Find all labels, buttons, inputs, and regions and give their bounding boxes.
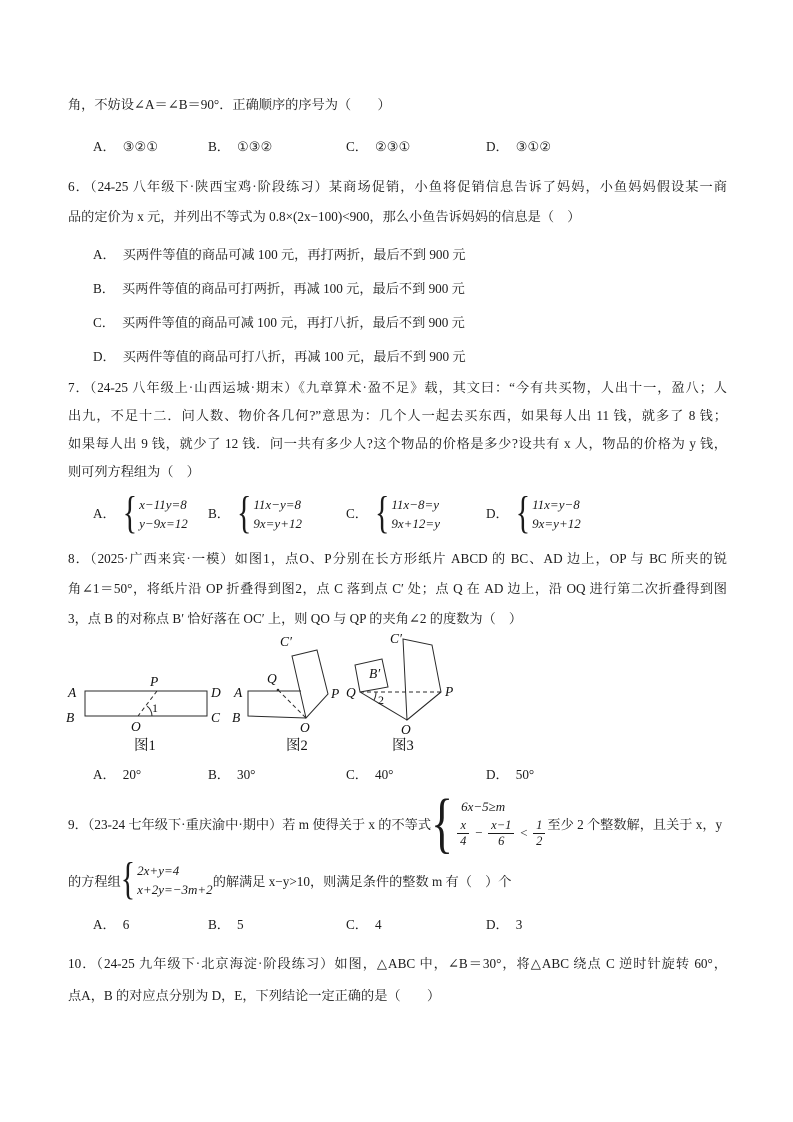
label-angle-2: 2	[378, 693, 384, 707]
option-c: C． 40°	[346, 767, 394, 782]
equation-system-b: { 11x−y=8 9x=y+12	[236, 488, 302, 538]
folded-flap	[292, 650, 328, 718]
question-9-line-2	[68, 856, 727, 904]
label-d: D	[211, 685, 221, 700]
paper-outline	[248, 691, 306, 718]
question-8-options-row	[68, 760, 727, 790]
question-9-line-1	[68, 785, 727, 860]
figure-2	[232, 634, 339, 754]
question-10-line-1: 10．（24-25 九年级下·北京海淀·阶段练习）如图，△ABC 中，∠B＝30°，将△ABC 绕点 C 逆时针旋转 60°，	[68, 956, 727, 971]
less-than-sign: <	[519, 825, 529, 840]
equation-system-c: { 11x−8=y 9x+12=y	[374, 488, 440, 538]
option-b: B． 30°	[208, 767, 256, 782]
question-7-line-4: 则可列方程组为（ ）	[68, 464, 200, 479]
question-6-stem	[68, 172, 727, 232]
option-d: D． { 11x=y−8 9x=y+12	[486, 488, 581, 538]
figure-1-caption: 图1	[134, 738, 156, 754]
label-c: C	[211, 710, 221, 725]
question-8-line-2: 角∠1＝50°，将纸片沿 OP 折叠得到图2，点 C 落到点 C′ 处；点 Q 在 AD 边上，沿 OQ 进行第二次折叠得到图	[68, 581, 727, 596]
brace-glyph: {	[122, 488, 138, 538]
option-b: B． ①③②	[208, 139, 273, 154]
label-p: P	[331, 686, 340, 701]
option-a: A． 买两件等值的商品可减 100 元，再打两折，最后不到 900 元	[93, 247, 466, 262]
option-d: D． 50°	[486, 767, 535, 782]
label-o: O	[131, 719, 141, 734]
question-8-stem	[68, 544, 727, 634]
question-7-options-row	[68, 488, 727, 540]
label-p: P	[150, 674, 159, 689]
label-c-prime: C′	[390, 631, 402, 646]
label-o: O	[300, 720, 310, 735]
minus-sign: −	[474, 825, 484, 840]
question-9-text-pre: 9．（23-24 七年级下·重庆渝中·期中）若 m 使得关于 x 的不等式	[68, 816, 432, 832]
figure-3	[346, 631, 453, 754]
option-b: B． 5	[208, 917, 244, 932]
question-5-tail-line: 角，不妨设∠A＝∠B＝90°．正确顺序的序号为（ ）	[68, 97, 391, 112]
brace-glyph: {	[374, 488, 390, 538]
label-a: A	[234, 685, 243, 700]
question-9-text-post: 至少 2 个整数解，且关于 x，y	[547, 816, 723, 832]
label-o: O	[401, 722, 411, 737]
option-b: B． 买两件等值的商品可打两折，再减 100 元，最后不到 900 元	[93, 281, 465, 296]
question-8-line-3: 3，点 B 的对称点 B′ 恰好落在 OC′ 上，则 QO 与 QP 的夹角∠2 的度数为（ ）	[68, 611, 523, 626]
option-d: D． 3	[486, 917, 523, 932]
question-7-line-1: 7．（24-25 八年级上·山西运城·期末）《九章算术·盈不足》载，其文曰：“今有共买物，人出十一，盈八；人	[68, 380, 727, 395]
option-d: D． 买两件等值的商品可打八折，再减 100 元，最后不到 900 元	[93, 349, 466, 364]
label-b: B	[66, 710, 75, 725]
label-angle-1: 1	[152, 701, 158, 715]
label-q: Q	[346, 685, 356, 700]
question-6-options	[68, 240, 727, 372]
question-9-text-pre-2: 的方程组	[68, 873, 121, 889]
equation-system-d: { 11x=y−8 9x=y+12	[515, 488, 581, 538]
question-8-line-1: 8．（2025·广西来宾·一模）如图1，点O、P分别在长方形纸片 ABCD 的 BC、AD 边上，OP 与 BC 所夹的锐	[68, 551, 727, 566]
question-5-options-row	[68, 132, 727, 162]
question-9-text-post-2: 的解满足 x−y>10，则满足条件的整数 m 有（ ）个	[212, 873, 512, 889]
option-c: C． ②③①	[346, 139, 411, 154]
figure-2-caption: 图2	[286, 738, 308, 754]
option-a: A． ③②①	[93, 139, 159, 154]
label-q: Q	[267, 671, 277, 686]
label-b: B	[232, 710, 241, 725]
fold-line-oq	[278, 690, 306, 718]
option-c: C． 4	[346, 917, 382, 932]
option-c: C． 买两件等值的商品可减 100 元，再打八折，最后不到 900 元	[93, 315, 465, 330]
option-b: B． { 11x−y=8 9x=y+12	[208, 488, 302, 538]
flap-c-prime	[403, 639, 441, 720]
label-c-prime: C′	[280, 634, 292, 649]
brace-glyph: {	[236, 488, 252, 538]
label-b-prime: B′	[369, 666, 381, 681]
question-6-line-2: 品的定价为 x 元，并列出不等式为 0.8×(2x−100)<900，那么小鱼告诉妈妈的信息是（ ）	[68, 209, 581, 224]
figure-1	[66, 674, 221, 754]
inequality-1: 6x−5≥m	[461, 798, 506, 814]
equation-system: { 2x+y=4 x+2y=−3m+2	[120, 854, 213, 904]
question-9-options-row	[68, 910, 727, 940]
question-7-line-2: 出九，不足十二．问人数、物价各几何?”意思为：几个人一起去买东西，如果每人出 11 钱，就多了 8 钱；	[68, 408, 727, 423]
option-a: A． 20°	[93, 767, 142, 782]
inequality-system	[431, 785, 547, 860]
inequality-2	[455, 818, 547, 849]
figure-3-caption: 图3	[392, 738, 414, 754]
question-7-line-3: 如果每人出 9 钱，就少了 12 钱．问一共有多少人?这个物品的价格是多少?设共有 x 人，物品的价格为 y 钱，	[68, 436, 727, 451]
question-6-line-1: 6．（24-25 八年级下·陕西宝鸡·阶段练习）某商场促销，小鱼将促销信息告诉了妈妈，小鱼妈妈假设某一商	[68, 179, 727, 194]
brace-glyph: {	[120, 854, 136, 904]
fraction: $\frac{x}{4}$	[457, 818, 469, 849]
paper-rectangle	[85, 691, 207, 716]
option-a: A． { x−11y=8 y−9x=12	[93, 488, 188, 538]
option-c: C． { 11x−8=y 9x+12=y	[346, 488, 440, 538]
equation-system-a: { x−11y=8 y−9x=12	[122, 488, 188, 538]
fraction: $\frac{1}{2}$	[533, 818, 545, 849]
option-d: D． ③①②	[486, 139, 552, 154]
label-p: P	[445, 684, 454, 699]
option-a: A． 6	[93, 917, 130, 932]
brace-glyph: {	[515, 488, 531, 538]
question-10-stem	[68, 948, 727, 1012]
question-8-figures	[64, 630, 494, 760]
page-content	[68, 90, 727, 1012]
question-7-stem	[68, 374, 727, 486]
angle-2-arc	[374, 692, 376, 700]
label-a: A	[68, 685, 77, 700]
fraction: $\frac{x-1}{6}$	[488, 818, 514, 849]
question-10-line-2: 点A，B 的对应点分别为 D，E，下列结论一定正确的是（ ）	[68, 988, 441, 1003]
brace-glyph: {	[431, 785, 454, 860]
